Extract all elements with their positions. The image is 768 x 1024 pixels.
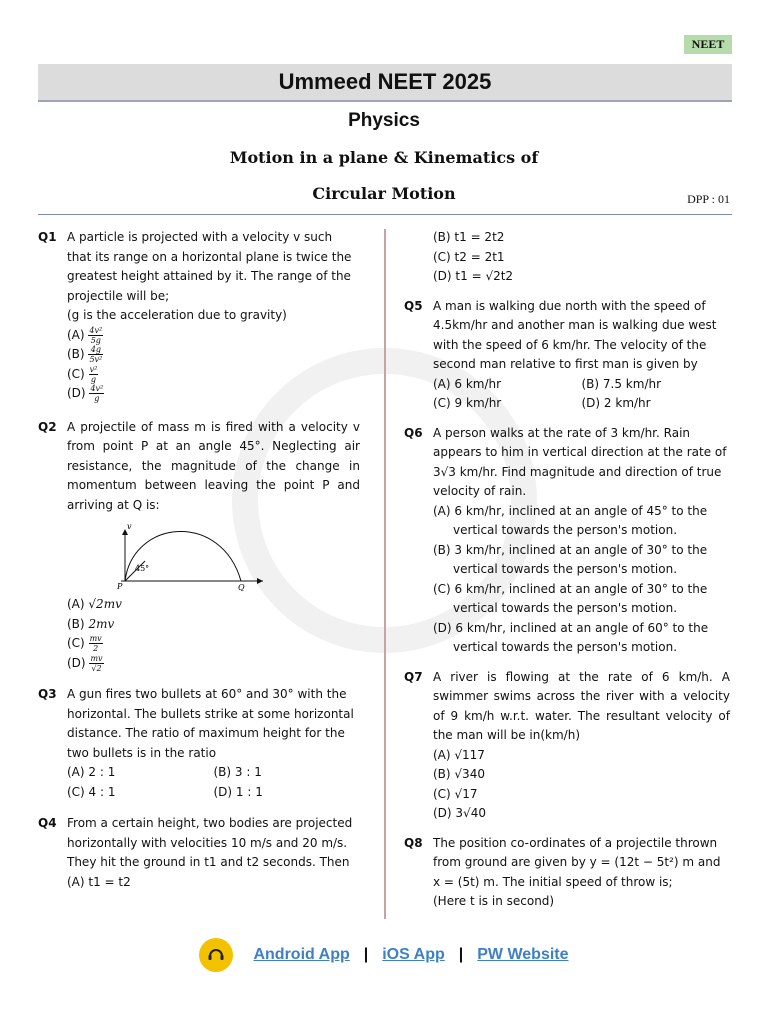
option-a[interactable]: (A) √2mv	[67, 597, 122, 611]
question-q3	[38, 685, 360, 802]
question-q6	[404, 424, 730, 658]
ground-arrow	[257, 578, 263, 584]
fraction: $\frac{\text{4v²}}{5g}$	[89, 325, 103, 345]
question-text: A projectile of mass m is fired with a velocity v from point P at an angle 45°. Neglecting air resistance, the magnitude of the change in momentum between leaving the point P and arriving at Q is:	[67, 419, 360, 512]
page-title: Ummeed NEET 2025	[278, 69, 492, 94]
option-a[interactable]: (A) 2 : 1	[67, 765, 116, 779]
footer-separator: |	[458, 946, 464, 963]
question-text: From a certain height, two bodies are projected horizontally with velocities 10 m/s and 20 m/s. They hit the ground in t1 and t2 seconds. Then	[67, 816, 353, 869]
android-app-link[interactable]: Android App	[253, 946, 350, 963]
option-c[interactable]: (C) 6 km/hr, inclined at an angle of 30° to the vertical towards the person's motion.	[433, 581, 708, 615]
footer-links	[0, 940, 768, 970]
question-number: Q1	[38, 230, 57, 244]
fraction: $\frac{\text{v²}}{g}$	[89, 364, 98, 384]
column-divider	[384, 229, 386, 919]
question-q8	[404, 834, 730, 912]
header-rule	[38, 214, 732, 215]
option-b[interactable]: (B) 3 km/hr, inclined at an angle of 30° to the vertical towards the person's motion.	[433, 542, 708, 576]
question-text: A particle is projected with a velocity v such that its range on a horizontal plane is twice the greatest height attained by it. The range of the projectile will be;	[67, 230, 352, 303]
option-d[interactable]: (D) 1 : 1	[213, 784, 263, 799]
question-number: Q7	[404, 669, 423, 684]
option-row	[67, 783, 360, 803]
question-q4-continued	[404, 228, 730, 287]
question-note: (g is the acceleration due to gravity)	[67, 308, 287, 322]
question-text: A man is walking due north with the speed of 4.5km/hr and another man is walking due west with the speed of 6 km/hr. The velocity of the second man relative to first man is given by	[433, 298, 717, 371]
chapter-title-line2: Circular Motion	[312, 184, 456, 203]
question-q4	[38, 814, 360, 892]
right-column	[404, 228, 730, 912]
fig-p-label: P	[117, 582, 123, 591]
footer-separator: |	[363, 946, 369, 963]
question-number: Q4	[38, 816, 57, 830]
option-d[interactable]: (D) $\frac{mv}{√2}$	[67, 653, 103, 673]
option-d[interactable]: (D) 2 km/hr	[581, 396, 651, 410]
option-a[interactable]: (A) t1 = t2	[67, 874, 131, 889]
option-b[interactable]: (B) 7.5 km/hr	[581, 376, 662, 391]
option-a[interactable]: (A) 6 km/hr, inclined at an angle of 45° to the vertical towards the person's motion.	[433, 503, 708, 537]
projectile-figure	[117, 523, 267, 591]
option-c[interactable]: (C) $\frac{mv}{2}$	[67, 634, 102, 653]
option-c[interactable]: (C) $\frac{\text{v²}}{g}$	[67, 364, 98, 384]
question-number: Q5	[404, 298, 423, 313]
chapter-title-line1: Motion in a plane & Kinematics of	[229, 148, 539, 167]
dpp-label: DPP : 01	[687, 192, 730, 206]
option-d[interactable]: (D) 6 km/hr, inclined at an angle of 60° to the vertical towards the person's motion.	[433, 620, 709, 654]
left-column	[38, 228, 360, 892]
option-b[interactable]: (B) $\frac{4g}{\text{5v²}}$	[67, 345, 103, 364]
option-b[interactable]: (B) √340	[433, 767, 485, 781]
subject-heading: Physics	[348, 110, 420, 131]
customer-service-icon	[199, 938, 233, 972]
option-b[interactable]: (B) 3 : 1	[213, 765, 262, 779]
fig-q-label: Q	[238, 583, 245, 591]
question-text: A person walks at the rate of 3 km/hr. Rain appears to him in vertical direction at the rate of 3√3 km/hr. Find magnitude and direction of true velocity of rain.	[433, 425, 727, 498]
option-b[interactable]: (B) 2mv	[67, 616, 115, 631]
question-number: Q2	[38, 419, 57, 434]
question-q5	[404, 297, 730, 414]
pw-website-link[interactable]: PW Website	[477, 946, 569, 963]
fraction: $\frac{\text{4v²}}{g}$	[90, 384, 104, 403]
option-c[interactable]: (C) t2 = 2t1	[433, 249, 505, 264]
option-a[interactable]: (A) 6 km/hr	[433, 376, 502, 391]
ios-app-link[interactable]: iOS App	[382, 946, 445, 963]
fraction: $\frac{mv}{2}$	[89, 634, 102, 653]
option-d[interactable]: (D) t1 = √2t2	[433, 269, 514, 283]
option-d[interactable]: (D) $\frac{\text{4v²}}{g}$	[67, 384, 104, 403]
option-a[interactable]: (A) √117	[433, 747, 485, 762]
question-q1	[38, 228, 360, 404]
option-c[interactable]: (C) 4 : 1	[67, 784, 116, 799]
option-row	[433, 375, 730, 395]
question-number: Q6	[404, 425, 423, 440]
option-a[interactable]: (A) $\frac{\text{4v²}}{5g}$	[67, 325, 103, 345]
question-number: Q8	[404, 835, 423, 850]
fraction: $\frac{4g}{\text{5v²}}$	[89, 345, 103, 364]
option-row	[67, 763, 360, 783]
question-text: The position co-ordinates of a projectile thrown from ground are given by y = (12t − 5t²) m and x = (5t) m. The initial speed of throw is;	[433, 835, 721, 889]
fig-angle-label: 45°	[135, 564, 150, 573]
headset-icon	[206, 945, 226, 965]
question-text: A river is flowing at the rate of 6 km/h. A swimmer swims across the river with a velocity of 9 km/h w.r.t. water. The resultant velocity of the man will be in(km/h)	[433, 669, 730, 742]
option-b[interactable]: (B) t1 = 2t2	[433, 230, 505, 244]
question-number: Q3	[38, 687, 57, 701]
option-c[interactable]: (C) √17	[433, 786, 478, 801]
fig-v-label: v	[127, 523, 132, 531]
trajectory-arc	[125, 531, 241, 581]
question-note: (Here t is in second)	[433, 894, 555, 908]
question-q2	[38, 418, 360, 674]
option-c[interactable]: (C) 9 km/hr	[433, 396, 502, 410]
title-bar	[38, 64, 732, 102]
option-d[interactable]: (D) 3√40	[433, 806, 486, 820]
question-text: A gun fires two bullets at 60° and 30° with the horizontal. The bullets strike at some horizontal distance. The ratio of maximum height for the two bullets is in the ratio	[67, 687, 354, 760]
question-q7	[404, 668, 730, 824]
option-row	[433, 394, 730, 414]
fraction: $\frac{mv}{√2}$	[90, 653, 103, 673]
neet-badge: NEET	[684, 35, 732, 54]
